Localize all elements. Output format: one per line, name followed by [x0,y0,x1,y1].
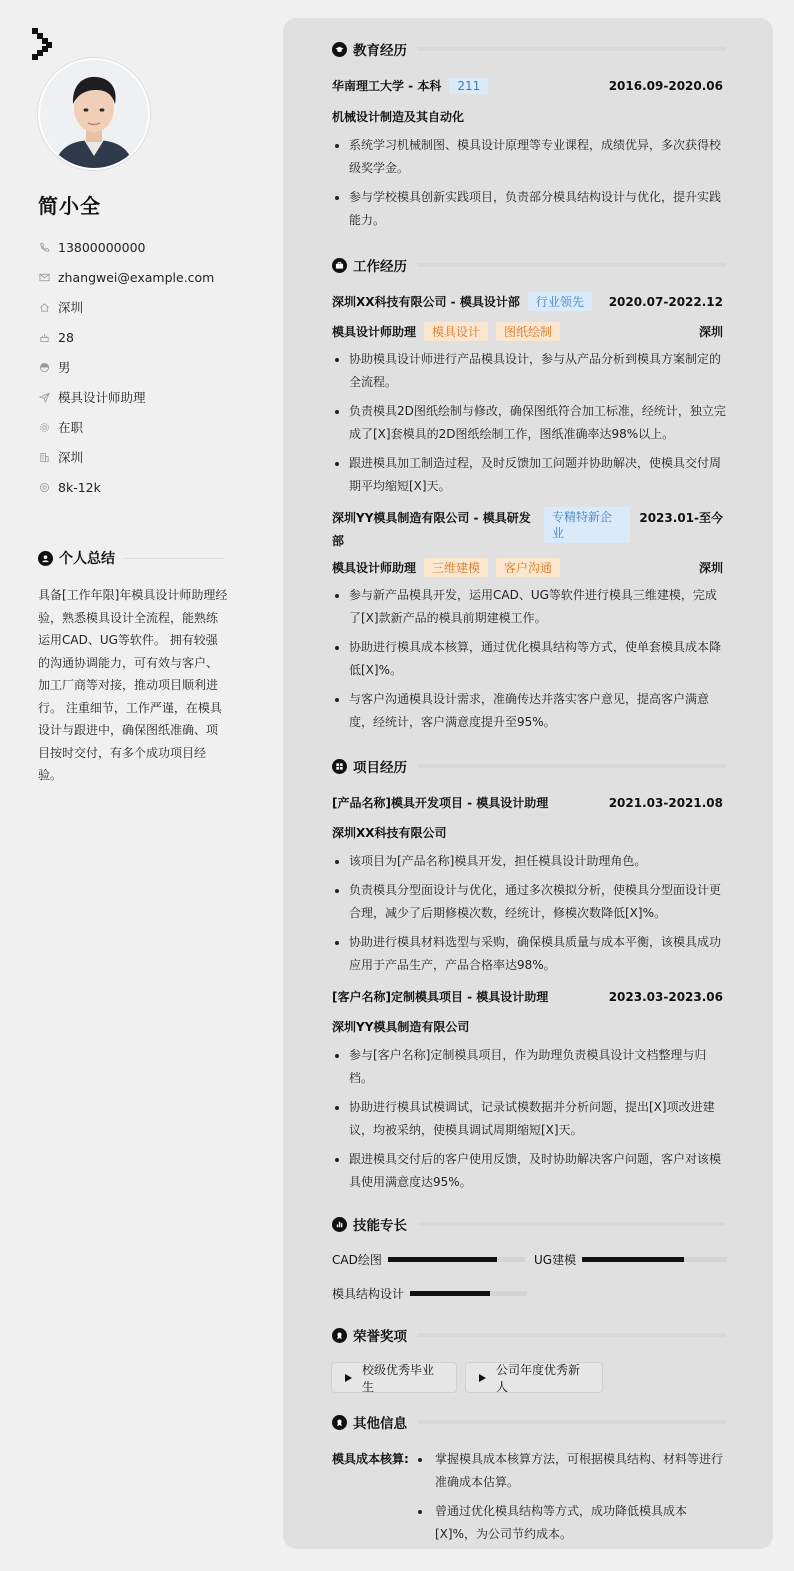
education-header-row [332,77,723,94]
summary-text: 具备[工作年限]年模具设计师助理经验，熟悉模具设计全流程，能熟练运用CAD、UG等软件。 拥有较强的沟通协调能力，可有效与客户、加工厂商等对接，推动项目顺利进行。 注重细节，工作严谨，在模具设计与跟进中，确保图纸准确、项目按时交付，有多个成功项目经验。 [38,588,228,782]
project-bullets [332,850,726,983]
logo-icon [32,28,54,60]
list-item: 跟进模具加工制造过程，及时反馈加工问题并协助解决，使模具交付周期平均缩短[X]天。 [332,452,726,498]
projects-title: 项目经历 [353,760,407,776]
status-row [38,412,258,442]
major-row [332,108,723,125]
role-tag: 模具设计 [424,322,488,341]
gender-row [38,352,258,382]
other-bullets [416,1448,726,1552]
email-address[interactable]: zhangwei@example.com [58,269,215,285]
divider [417,1333,726,1337]
list-item: 负责模具2D图纸绘制与修改，确保图纸符合加工标准，经统计，独立完成了[X]套模具的2D图纸绘制工作，图纸准确率达98%以上。 [332,400,726,446]
other-label: 模具成本核算: [332,1452,409,1466]
skills-heading [332,1214,726,1234]
skill-item [534,1251,727,1268]
location-value: 深圳 [58,300,84,315]
sidebar [0,0,270,1571]
education-title: 教育经历 [353,43,407,59]
city-row [38,442,258,472]
target-role-value: 模具设计师助理 [58,390,146,405]
divider [417,47,726,51]
role-row [38,382,258,412]
award-chip [331,1362,457,1393]
salary-row [38,472,258,502]
school-name: 华南理工大学 - 本科 [332,79,442,93]
work-title: 工作经历 [353,259,407,275]
coin-icon [38,481,50,493]
other-title: 其他信息 [353,1416,407,1432]
project-company: 深圳YY模具制造有限公司 [332,1020,470,1034]
role-tag: 客户沟通 [496,558,560,577]
list-item: 协助进行模具成本核算，通过优化模具结构等方式，使单套模具成本降低[X]%。 [332,636,726,682]
send-icon [38,391,50,403]
divider [417,263,726,267]
grid-icon [332,759,347,774]
skill-bar-fill [410,1291,490,1296]
briefcase-icon [332,258,347,273]
list-item: 参与[客户名称]定制模具项目，作为助理负责模具设计文档整理与归档。 [332,1044,726,1090]
list-item: 协助进行模具材料选型与采购，确保模具质量与成本平衡，该模具成功应用于产品生产，产品合格率达98%。 [332,931,726,977]
gender-value: 男 [58,360,71,375]
awards-heading [332,1325,726,1345]
list-item: 该项目为[产品名称]模具开发，担任模具设计助理角色。 [332,850,726,873]
building-icon [38,451,50,463]
contact-info [38,232,258,502]
work-heading [332,255,726,275]
company-name-line: 深圳YY模具制造有限公司 - 模具研发 [332,511,531,525]
skill-name: CAD绘图 [332,1253,382,1267]
medal-icon [332,1328,347,1343]
job-period: 2023.01-至今 [639,511,723,525]
phone-icon [38,241,50,253]
project-bullets [332,1044,726,1200]
role-tag: 图纸绘制 [496,322,560,341]
candidate-name: 简小全 [38,194,101,218]
avatar [38,58,150,170]
list-item: 曾通过优化模具结构等方式，成功降低模具成本[X]%，为公司节约成本。 [416,1500,726,1546]
divider [417,1420,726,1424]
phone-number[interactable]: 13800000000 [58,239,146,255]
role-tag: 三维建模 [424,558,488,577]
project-company-row [332,1018,723,1035]
job-city: 深圳 [698,561,723,575]
bar-chart-icon [332,1217,347,1232]
list-item: 参与学校模具创新实践项目，负责部分模具结构设计与优化，提升实践能力。 [332,186,726,232]
skills-title: 技能专长 [353,1218,407,1234]
company-tag: 行业领先 [528,292,592,311]
cake-icon [38,331,50,343]
job-role-row [332,558,723,577]
skill-bar [582,1257,727,1262]
summary-title: 个人总结 [59,551,115,567]
list-item: 跟进模具交付后的客户使用反馈，及时协助解决客户问题，客户对该模具使用满意度达95%。 [332,1148,726,1194]
divider [417,764,726,768]
company-name [332,507,536,553]
skill-bar-fill [388,1257,498,1262]
home-icon [38,301,50,313]
job-header-row [332,507,723,553]
graduation-cap-icon [332,42,347,57]
list-item: 协助进行模具试模调试，记录试模数据并分析问题，提出[X]项改进建议，均被采纳，使模具调试周期缩短[X]天。 [332,1096,726,1142]
skill-name: UG建模 [534,1253,577,1267]
job-city: 深圳 [698,325,723,339]
awards-title: 荣誉奖项 [353,1329,407,1345]
phone-row [38,232,258,262]
project-name: [产品名称]模具开发项目 - 模具设计助理 [332,796,549,810]
major: 机械设计制造及其自动化 [332,110,465,124]
project-name: [客户名称]定制模具项目 - 模具设计助理 [332,990,549,1004]
email-row [38,262,258,292]
list-item: 负责模具分型面设计与优化，通过多次模拟分析，使模具分型面设计更合理，减少了后期修模次数，经统计，修模次数降低[X]%。 [332,879,726,925]
divider [123,558,224,559]
list-item: 与客户沟通模具设计需求，准确传达并落实客户意见，提高客户满意度，经统计，客户满意度提升至95%。 [332,688,726,734]
skill-item [332,1285,527,1302]
profile-photo [40,60,148,168]
age-value: 28 [58,329,74,345]
job-role: 模具设计师助理 [332,325,417,339]
list-item: 参与新产品模具开发，运用CAD、UG等软件进行模具三维建模，完成了[X]款新产品的模具前期建模工作。 [332,584,726,630]
award-label: 公司年度优秀新人 [496,1362,581,1394]
project-company-row [332,824,723,841]
project-header-row [332,794,723,811]
school-tag: 211 [449,78,488,94]
skill-bar [388,1257,525,1262]
list-item: 协助模具设计师进行产品模具设计，参与从产品分析到模具方案制定的全流程。 [332,348,726,394]
status-value: 在职 [58,420,84,435]
play-icon [345,1374,352,1382]
target-city-value: 深圳 [58,450,84,465]
skill-bar-fill [582,1257,684,1262]
user-icon [38,551,53,566]
job-period: 2020.07-2022.12 [608,294,723,309]
skill-bar [410,1291,527,1296]
summary-heading [38,548,224,568]
company-name-line: 部 [332,534,345,548]
medal-icon [332,1415,347,1430]
project-period: 2021.03-2021.08 [608,795,723,810]
age-row [38,322,258,352]
location-row [38,292,258,322]
projects-heading [332,756,726,776]
other-heading [332,1412,726,1432]
list-item: 掌握模具成本核算方法，可根据模具结构、材料等进行准确成本估算。 [416,1448,726,1494]
gear-icon [38,421,50,433]
company-tag-line: 业 [552,526,565,540]
award-chip [465,1362,603,1393]
job-header-row [332,292,723,311]
main-panel [283,18,773,1549]
project-period: 2023.03-2023.06 [608,989,723,1004]
job-role: 模具设计师助理 [332,561,417,575]
project-company: 深圳XX科技有限公司 [332,826,447,840]
education-period: 2016.09-2020.06 [608,78,723,93]
education-bullets [332,134,726,238]
salary-value: 8k-12k [58,479,101,495]
skill-name: 模具结构设计 [332,1287,405,1301]
award-label: 校级优秀毕业生 [362,1362,435,1394]
job-bullets [332,584,726,740]
job-role-row [332,322,723,341]
gender-icon [38,361,50,373]
job-bullets [332,348,726,504]
education-heading [332,39,726,59]
skill-item [332,1251,525,1268]
company-tag-line: 专精特新企 [552,510,613,524]
company-tag [544,507,630,543]
company-name: 深圳XX科技有限公司 - 模具设计部 [332,295,520,309]
list-item: 系统学习机械制图、模具设计原理等专业课程，成绩优异，多次获得校级奖学金。 [332,134,726,180]
divider [417,1222,726,1226]
play-icon [479,1374,486,1382]
project-header-row [332,988,723,1005]
mail-icon [38,271,50,283]
